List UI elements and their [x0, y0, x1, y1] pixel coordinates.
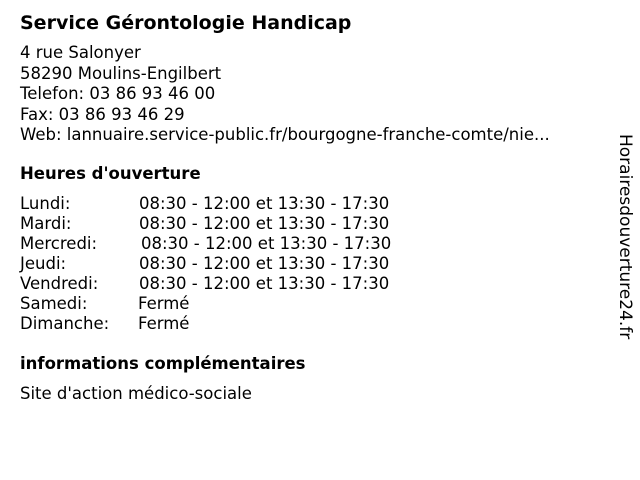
website-link[interactable]: Web: lannuaire.service-public.fr/bourgogne-franche-comte/nie...: [20, 125, 550, 144]
hours-row-friday: [20, 274, 440, 294]
site-brand-text: Horairesdouverture24.fr: [615, 134, 635, 340]
hours-value: 08:30 - 12:00 et 13:30 - 17:30: [139, 254, 390, 273]
day-label: Samedi:: [20, 294, 88, 313]
address-block: [20, 43, 550, 146]
site-brand-vertical: [612, 134, 636, 374]
day-label: Dimanche:: [20, 314, 110, 333]
opening-hours-table: [20, 194, 440, 334]
address-street: 4 rue Salonyer: [20, 43, 141, 62]
opening-hours-heading: Heures d'ouverture: [20, 164, 201, 183]
phone-number[interactable]: Telefon: 03 86 93 46 00: [20, 84, 216, 103]
fax-number: Fax: 03 86 93 46 29: [20, 104, 185, 124]
hours-value: 08:30 - 12:00 et 13:30 - 17:30: [141, 234, 392, 253]
day-label: Jeudi:: [20, 254, 67, 273]
additional-info-text: Site d'action médico-sociale: [20, 384, 252, 403]
hours-row-monday: [20, 194, 440, 214]
hours-value: 08:30 - 12:00 et 13:30 - 17:30: [139, 194, 390, 213]
page-title: Service Gérontologie Handicap: [20, 12, 352, 34]
hours-row-sunday: [20, 314, 440, 334]
hours-value: Fermé: [138, 294, 190, 313]
hours-row-saturday: [20, 294, 440, 314]
hours-value: 08:30 - 12:00 et 13:30 - 17:30: [139, 214, 390, 233]
hours-value: Fermé: [138, 314, 190, 333]
hours-row-wednesday: [20, 234, 440, 254]
day-label: Mercredi:: [20, 234, 98, 253]
hours-row-thursday: [20, 254, 440, 274]
address-city: 58290 Moulins-Engilbert: [20, 63, 222, 83]
day-label: Vendredi:: [20, 274, 99, 293]
hours-value: 08:30 - 12:00 et 13:30 - 17:30: [139, 274, 390, 293]
day-label: Mardi:: [20, 214, 72, 233]
day-label: Lundi:: [20, 194, 71, 213]
hours-row-tuesday: [20, 214, 440, 234]
additional-info-heading: informations complémentaires: [20, 354, 306, 373]
